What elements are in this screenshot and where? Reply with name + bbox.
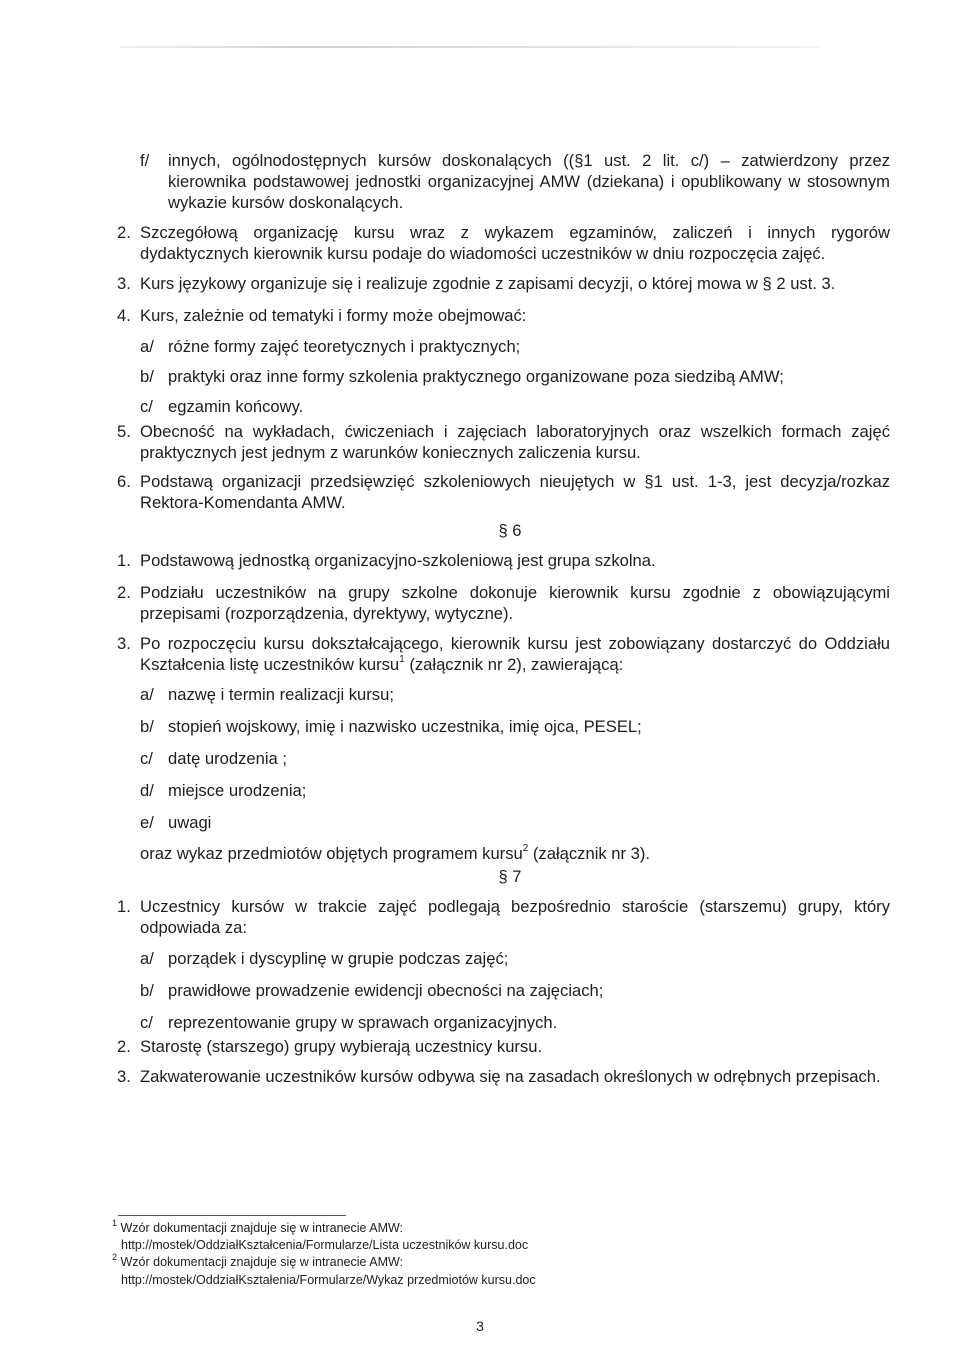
- footnote-1: [112, 1217, 404, 1237]
- subitem-label: a/: [140, 685, 154, 704]
- footnote-ref: 1: [399, 654, 405, 666]
- item-number: 3.: [117, 634, 131, 653]
- subitem-text: miejsce urodzenia;: [168, 781, 307, 800]
- section-heading: § 6: [498, 521, 522, 540]
- subitem-label: b/: [140, 367, 154, 386]
- footnote-text: Wzór dokumentacji znajduje się w intranecie AMW:: [120, 1255, 404, 1269]
- subitem-text: praktyki oraz inne formy szkolenia praktycznego organizowane poza siedzibą AMW;: [168, 367, 784, 386]
- item-text: Szczegółową organizację kursu wraz z wykazem egzaminów, zaliczeń i innych rygorów dydaktycznych kierownik kursu podaje do wiadomości uczestników w dniu rozpoczęcia zajęć.: [140, 223, 890, 263]
- page-number: 3: [476, 1318, 484, 1334]
- item-text: Starostę (starszego) grupy wybierają uczestnicy kursu.: [140, 1037, 543, 1056]
- footnote-mark: 2: [112, 1251, 118, 1262]
- closing-text: [140, 843, 890, 864]
- subitem-text: reprezentowanie grupy w sprawach organizacyjnych.: [168, 1013, 558, 1032]
- item-f-text: innych, ogólnodostępnych kursów doskonalących ((§1 ust. 2 lit. c/) – zatwierdzony przez kierownika podstawowej jednostki organizacyjnej AMW (dziekana) i opublikowany w stosownym wykazie kursów doskonalących.: [168, 151, 890, 212]
- subitem-text: różne formy zajęć teoretycznych i praktycznych;: [168, 337, 521, 356]
- footnote-2: [112, 1251, 404, 1271]
- footnote-2-link: http://mostek/OddziałKształenia/Formularze/Wykaz przedmiotów kursu.doc: [121, 1273, 536, 1287]
- subitem-text: porządek i dyscyplinę w grupie podczas zajęć;: [168, 949, 509, 968]
- subitem-text: prawidłowe prowadzenie ewidencji obecności na zajęciach;: [168, 981, 604, 1000]
- subitem-label: a/: [140, 337, 154, 356]
- item-number: 2.: [117, 223, 131, 242]
- item-label-f: f/: [140, 151, 150, 170]
- item-number: 4.: [117, 306, 131, 325]
- item-number: 2.: [117, 1037, 131, 1056]
- item-text: [140, 633, 890, 675]
- item-text: Uczestnicy kursów w trakcie zajęć podlegają bezpośrednio staroście (starszemu) grupy, który odpowiada za:: [140, 897, 890, 937]
- item-text: Kurs językowy organizuje się i realizuje zgodnie z zapisami decyzji, o której mowa w § 2 ust. 3.: [140, 274, 836, 293]
- scan-artifact-line: [120, 46, 820, 48]
- item-number: 1.: [117, 551, 131, 570]
- subitem-label: b/: [140, 981, 154, 1000]
- subitem-label: b/: [140, 717, 154, 736]
- item-number: 1.: [117, 897, 131, 916]
- item-text: Obecność na wykładach, ćwiczeniach i zajęciach laboratoryjnych oraz wszelkich formach zajęć praktycznych jest jednym z warunków koniecznych zaliczenia kursu.: [140, 422, 890, 462]
- footnote-text: Wzór dokumentacji znajduje się w intranecie AMW:: [120, 1221, 404, 1235]
- item-number: 3.: [117, 274, 131, 293]
- item-text-part: (załącznik nr 2), zawierającą:: [404, 655, 624, 674]
- subitem-label: d/: [140, 781, 154, 800]
- subitem-text: nazwę i termin realizacji kursu;: [168, 685, 394, 704]
- footnote-mark: 1: [112, 1217, 118, 1228]
- subitem-text: egzamin końcowy.: [168, 397, 304, 416]
- subitem-label: c/: [140, 749, 153, 768]
- subitem-label: e/: [140, 813, 154, 832]
- item-text: Kurs, zależnie od tematyki i formy może obejmować:: [140, 306, 527, 325]
- closing-text-part: oraz wykaz przedmiotów objętych programem kursu: [140, 844, 523, 863]
- item-number: 3.: [117, 1067, 131, 1086]
- subitem-text: datę urodzenia ;: [168, 749, 288, 768]
- subitem-label: c/: [140, 1013, 153, 1032]
- item-number: 2.: [117, 583, 131, 602]
- subitem-label: a/: [140, 949, 154, 968]
- item-text: Podziału uczestników na grupy szkolne dokonuje kierownik kursu zgodnie z obowiązującymi przepisami (rozporządzenia, dyrektywy, wytyczne).: [140, 583, 890, 623]
- item-text: Zakwaterowanie uczestników kursów odbywa się na zasadach określonych w odrębnych przepisach.: [140, 1067, 881, 1086]
- item-number: 5.: [117, 422, 131, 441]
- item-text: Podstawową jednostką organizacyjno-szkoleniową jest grupa szkolna.: [140, 551, 656, 570]
- section-heading: § 7: [498, 867, 522, 886]
- subitem-text: stopień wojskowy, imię i nazwisko uczestnika, imię ojca, PESEL;: [168, 717, 642, 736]
- footnote-separator: [118, 1215, 346, 1216]
- subitem-text: uwagi: [168, 813, 212, 832]
- item-number: 6.: [117, 472, 131, 491]
- subitem-label: c/: [140, 397, 153, 416]
- item-text: Podstawą organizacji przedsięwzięć szkoleniowych nieujętych w §1 ust. 1-3, jest decyzja/rozkaz Rektora-Komendanta AMW.: [140, 472, 890, 512]
- item-text-part: Po rozpoczęciu kursu dokształcającego, kierownik kursu jest zobowiązany dostarczyć do Oddziału Kształcenia listę uczestników kursu: [140, 634, 890, 674]
- closing-text-part: (załącznik nr 3).: [528, 844, 651, 863]
- footnote-1-link: http://mostek/OddziałKształcenia/Formularze/Lista uczestników kursu.doc: [121, 1238, 529, 1252]
- footnote-ref: 2: [522, 843, 529, 855]
